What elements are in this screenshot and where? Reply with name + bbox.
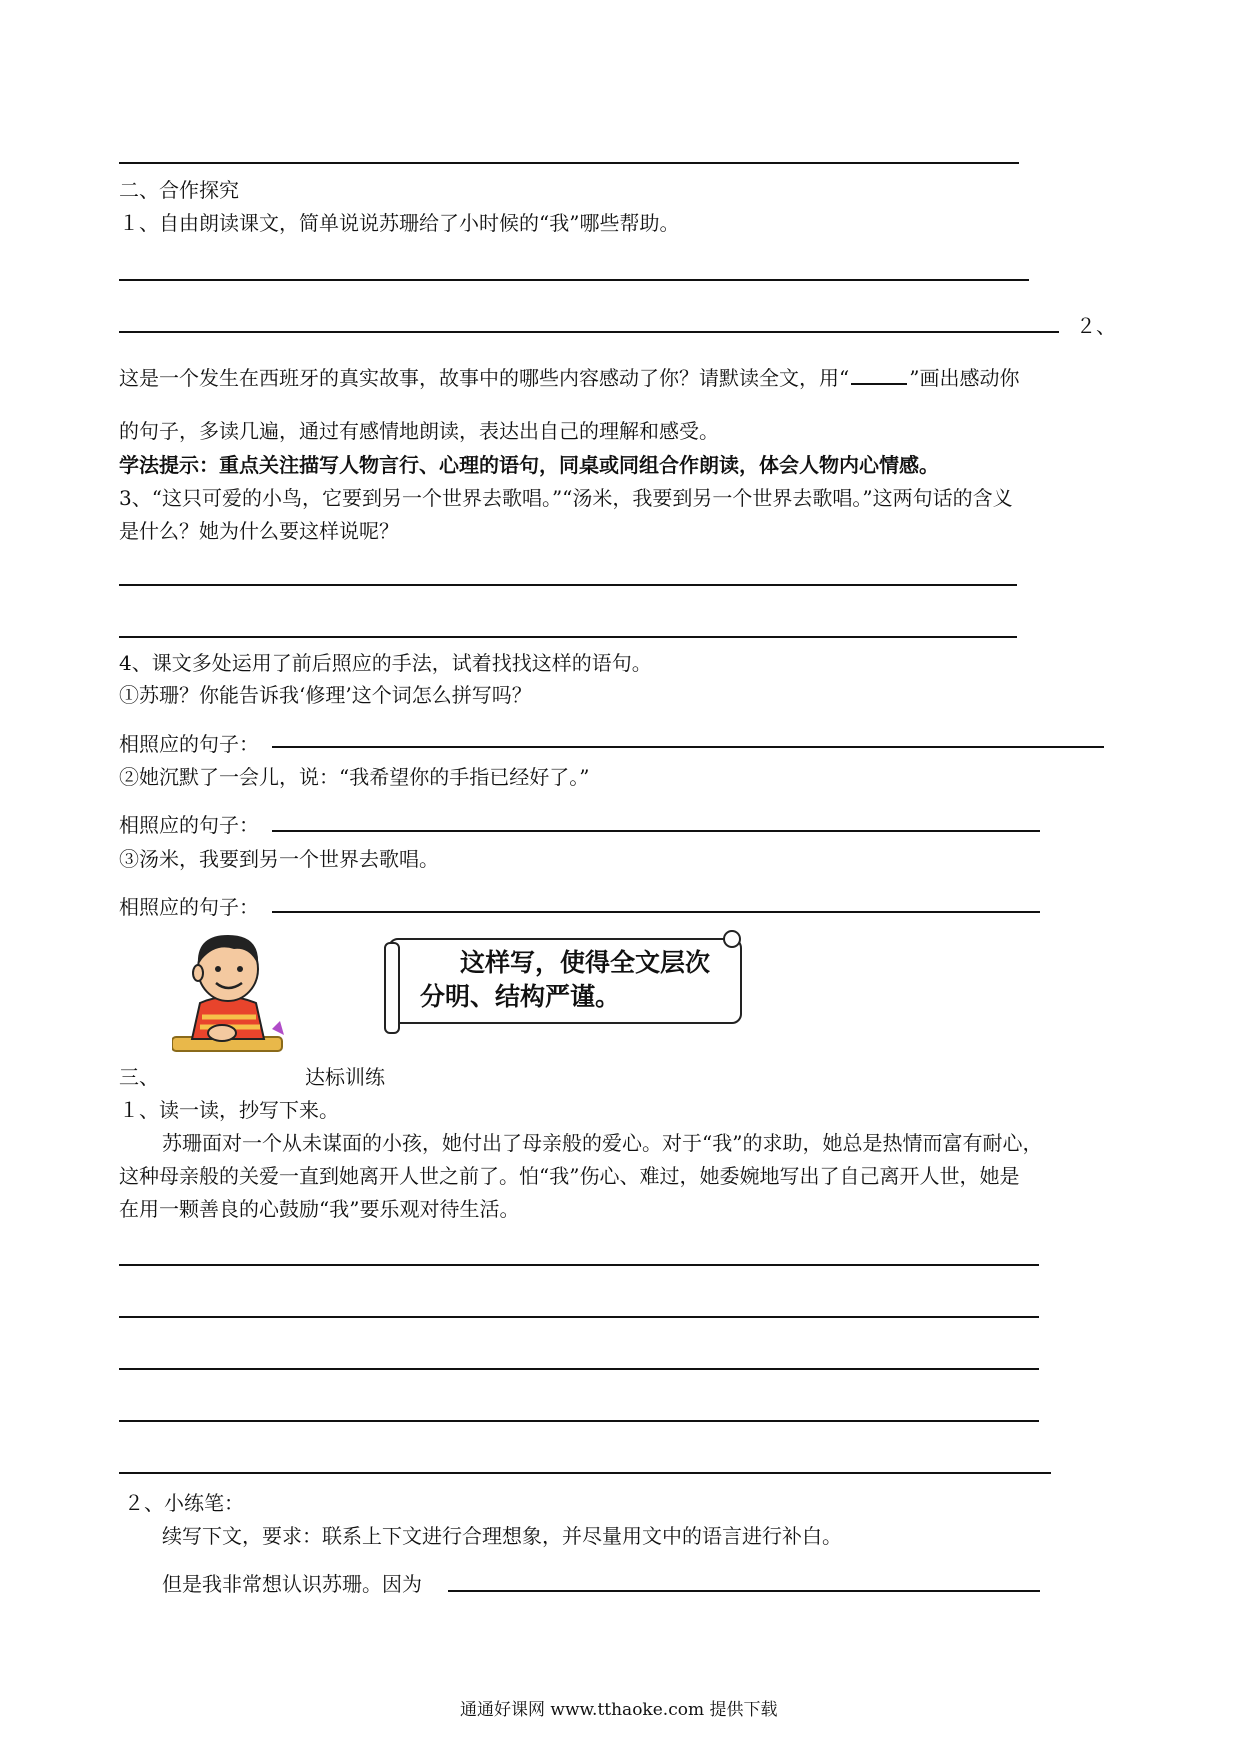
section-heading-number: 三、 bbox=[119, 1065, 159, 1089]
answer-line[interactable] bbox=[272, 911, 1040, 913]
cartoon-boy-illustration bbox=[172, 925, 287, 1065]
answer-line[interactable] bbox=[448, 1590, 1040, 1592]
quote-item: ③汤米，我要到另一个世界去歌唱。 bbox=[119, 847, 439, 871]
footer-source: 通通好课网 www.tthaoke.com 提供下载 bbox=[460, 1700, 778, 1720]
answer-line[interactable] bbox=[119, 162, 1019, 164]
question-text: 的句子，多读几遍，通过有感情地朗读，表达出自己的理解和感受。 bbox=[119, 419, 719, 443]
callout-text bbox=[420, 946, 720, 1014]
question-text-part: ”画出感动你 bbox=[909, 366, 1020, 390]
section-heading: 达标训练 bbox=[305, 1065, 385, 1089]
scroll-curl-top bbox=[723, 930, 741, 948]
copy-line[interactable] bbox=[119, 1264, 1039, 1266]
section-heading: 二、合作探究 bbox=[119, 178, 239, 202]
question-text: 4、课文多处运用了前后照应的手法，试着找找这样的语句。 bbox=[119, 651, 652, 675]
scroll-callout bbox=[388, 938, 742, 1024]
answer-line[interactable] bbox=[119, 584, 1017, 586]
copy-line[interactable] bbox=[119, 1368, 1039, 1370]
reading-paragraph-line: 苏珊面对一个从未谋面的小孩，她付出了母亲般的爱心。对于“我”的求助，她总是热情而富有耐心， bbox=[162, 1131, 1043, 1155]
requirement-text: 续写下文，要求：联系上下文进行合理想象，并尽量用文中的语言进行补白。 bbox=[162, 1524, 842, 1548]
question-text: １、自由朗读课文，简单说说苏珊给了小时候的“我”哪些帮助。 bbox=[119, 211, 680, 235]
question-text: ２、小练笔： bbox=[124, 1491, 244, 1515]
question-number: ２、 bbox=[1076, 314, 1116, 338]
question-text bbox=[119, 362, 1019, 391]
copy-line[interactable] bbox=[119, 1316, 1039, 1318]
question-text: 是什么？她为什么要这样说呢？ bbox=[119, 519, 399, 543]
answer-line[interactable] bbox=[119, 279, 1029, 281]
method-tip: 学法提示：重点关注描写人物言行、心理的语句，同桌或同组合作朗读，体会人物内心情感。 bbox=[119, 453, 939, 477]
reading-paragraph-line: 这种母亲般的关爱一直到她离开人世之前了。怕“我”伤心、难过，她委婉地写出了自己离开人世，她是 bbox=[119, 1164, 1020, 1188]
echo-label: 相照应的句子： bbox=[119, 813, 259, 837]
echo-label: 相照应的句子： bbox=[119, 895, 259, 919]
answer-line[interactable] bbox=[272, 830, 1040, 832]
answer-line[interactable] bbox=[119, 636, 1017, 638]
copy-line[interactable] bbox=[119, 1472, 1051, 1474]
scroll-curl-left bbox=[384, 942, 400, 1034]
copy-line[interactable] bbox=[119, 1420, 1039, 1422]
echo-label: 相照应的句子： bbox=[119, 732, 259, 756]
question-text: １、读一读，抄写下来。 bbox=[119, 1098, 339, 1122]
quote-item: ②她沉默了一会儿，说：“我希望你的手指已经好了。” bbox=[119, 765, 590, 789]
answer-line[interactable] bbox=[119, 331, 1059, 333]
reading-paragraph-line: 在用一颗善良的心鼓励“我”要乐观对待生活。 bbox=[119, 1197, 520, 1221]
callout-line: 分明、结构严谨。 bbox=[420, 982, 621, 1011]
question-text: 3、“这只可爱的小鸟，它要到另一个世界去歌唱。”“汤米，我要到另一个世界去歌唱。”这两句话的含义 bbox=[119, 486, 1013, 510]
writing-prompt: 但是我非常想认识苏珊。因为 bbox=[162, 1572, 422, 1596]
callout-line: 这样写，使得全文层次 bbox=[460, 948, 711, 977]
quote-item: ①苏珊？你能告诉我‘修理’这个词怎么拼写吗？ bbox=[119, 683, 532, 707]
answer-line[interactable] bbox=[272, 746, 1104, 748]
question-text-part: 这是一个发生在西班牙的真实故事，故事中的哪些内容感动了你？请默读全文，用“ bbox=[119, 366, 850, 390]
underline-sample bbox=[851, 369, 907, 385]
